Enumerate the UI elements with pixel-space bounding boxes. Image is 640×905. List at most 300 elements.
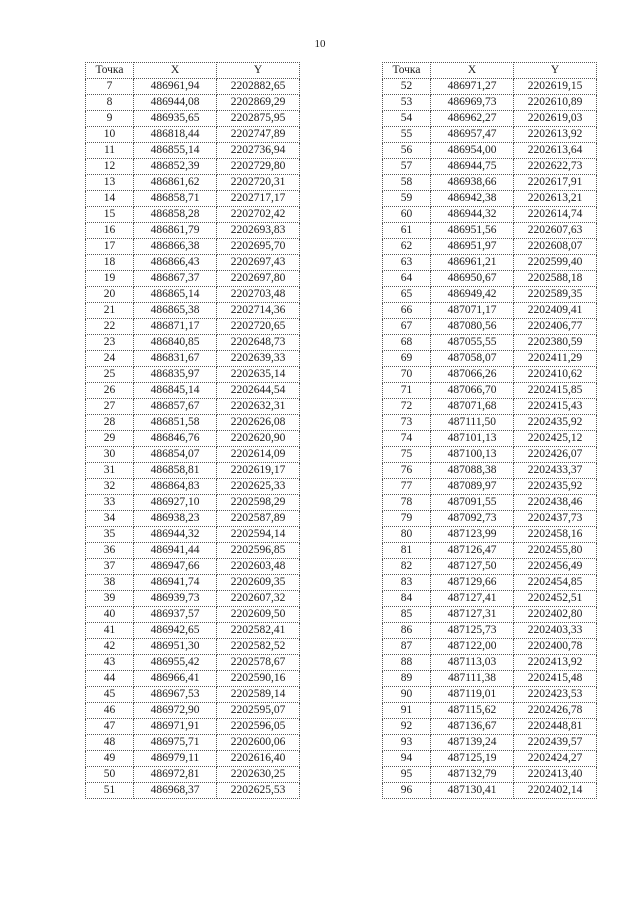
point-number-cell: 84 [383,591,431,607]
table-row [383,335,597,351]
table-row [383,223,597,239]
table-row [86,687,300,703]
table-row [86,767,300,783]
table-row [86,111,300,127]
point-number-cell: 78 [383,495,431,511]
point-number-cell: 8 [86,95,134,111]
point-number-cell: 54 [383,111,431,127]
y-coordinate-cell: 2202456,49 [514,559,597,575]
point-number-cell: 46 [86,703,134,719]
x-coordinate-cell: 487127,41 [431,591,514,607]
x-coordinate-cell: 487058,07 [431,351,514,367]
point-number-cell: 42 [86,639,134,655]
point-number-cell: 77 [383,479,431,495]
point-number-cell: 61 [383,223,431,239]
y-coordinate-cell: 2202720,31 [217,175,300,191]
point-number-cell: 32 [86,479,134,495]
point-number-cell: 51 [86,783,134,799]
point-number-cell: 49 [86,751,134,767]
y-coordinate-cell: 2202875,95 [217,111,300,127]
y-coordinate-cell: 2202423,53 [514,687,597,703]
y-coordinate-cell: 2202411,29 [514,351,597,367]
y-coordinate-cell: 2202717,17 [217,191,300,207]
header-x: X [134,63,217,79]
table-row [383,287,597,303]
table-row [383,527,597,543]
y-coordinate-cell: 2202613,92 [514,127,597,143]
x-coordinate-cell: 487126,47 [431,543,514,559]
table-row [86,207,300,223]
x-coordinate-cell: 487115,62 [431,703,514,719]
y-coordinate-cell: 2202424,27 [514,751,597,767]
y-coordinate-cell: 2202595,07 [217,703,300,719]
x-coordinate-cell: 487132,79 [431,767,514,783]
table-row [383,351,597,367]
table-row [383,175,597,191]
x-coordinate-cell: 487127,31 [431,607,514,623]
x-coordinate-cell: 486939,73 [134,591,217,607]
x-coordinate-cell: 486866,43 [134,255,217,271]
x-coordinate-cell: 487125,73 [431,623,514,639]
table-row [383,607,597,623]
table-row [383,623,597,639]
point-number-cell: 63 [383,255,431,271]
table-row [86,303,300,319]
table-row [86,367,300,383]
table-row [383,271,597,287]
table-row [383,239,597,255]
point-number-cell: 53 [383,95,431,111]
point-number-cell: 39 [86,591,134,607]
y-coordinate-cell: 2202620,90 [217,431,300,447]
y-coordinate-cell: 2202697,43 [217,255,300,271]
point-number-cell: 11 [86,143,134,159]
x-coordinate-cell: 487139,24 [431,735,514,751]
x-coordinate-cell: 486951,30 [134,639,217,655]
x-coordinate-cell: 487113,03 [431,655,514,671]
x-coordinate-cell: 486938,66 [431,175,514,191]
y-coordinate-cell: 2202587,89 [217,511,300,527]
y-coordinate-cell: 2202626,08 [217,415,300,431]
table-row [86,495,300,511]
y-coordinate-cell: 2202609,35 [217,575,300,591]
x-coordinate-cell: 486950,67 [431,271,514,287]
point-number-cell: 35 [86,527,134,543]
y-coordinate-cell: 2202648,73 [217,335,300,351]
y-coordinate-cell: 2202400,78 [514,639,597,655]
x-coordinate-cell: 486969,73 [431,95,514,111]
y-coordinate-cell: 2202600,06 [217,735,300,751]
table-row [86,543,300,559]
y-coordinate-cell: 2202439,57 [514,735,597,751]
x-coordinate-cell: 487130,41 [431,783,514,799]
x-coordinate-cell: 486835,97 [134,367,217,383]
table-row [383,95,597,111]
x-coordinate-cell: 487066,70 [431,383,514,399]
table-row [383,143,597,159]
table-row [383,687,597,703]
point-number-cell: 48 [86,735,134,751]
x-coordinate-cell: 487055,55 [431,335,514,351]
header-point: Точка [383,63,431,79]
point-number-cell: 15 [86,207,134,223]
point-number-cell: 34 [86,511,134,527]
y-coordinate-cell: 2202608,07 [514,239,597,255]
y-coordinate-cell: 2202610,89 [514,95,597,111]
table-row [383,319,597,335]
x-coordinate-cell: 487123,99 [431,527,514,543]
x-coordinate-cell: 487127,50 [431,559,514,575]
point-number-cell: 79 [383,511,431,527]
x-coordinate-cell: 487071,17 [431,303,514,319]
y-coordinate-cell: 2202639,33 [217,351,300,367]
table-row [86,607,300,623]
point-number-cell: 57 [383,159,431,175]
y-coordinate-cell: 2202598,29 [217,495,300,511]
x-coordinate-cell: 486944,32 [134,527,217,543]
y-coordinate-cell: 2202458,16 [514,527,597,543]
point-number-cell: 69 [383,351,431,367]
y-coordinate-cell: 2202607,63 [514,223,597,239]
y-coordinate-cell: 2202589,14 [217,687,300,703]
table-row [383,719,597,735]
point-number-cell: 94 [383,751,431,767]
x-coordinate-cell: 486954,00 [431,143,514,159]
y-coordinate-cell: 2202578,67 [217,655,300,671]
point-number-cell: 52 [383,79,431,95]
y-coordinate-cell: 2202614,74 [514,207,597,223]
x-coordinate-cell: 486944,75 [431,159,514,175]
point-number-cell: 87 [383,639,431,655]
point-number-cell: 12 [86,159,134,175]
x-coordinate-cell: 486818,44 [134,127,217,143]
table-row [383,159,597,175]
table-row [86,239,300,255]
x-coordinate-cell: 486861,79 [134,223,217,239]
point-number-cell: 31 [86,463,134,479]
point-number-cell: 13 [86,175,134,191]
y-coordinate-cell: 2202380,59 [514,335,597,351]
x-coordinate-cell: 487071,68 [431,399,514,415]
table-row [86,559,300,575]
y-coordinate-cell: 2202425,12 [514,431,597,447]
y-coordinate-cell: 2202596,85 [217,543,300,559]
table-row [383,79,597,95]
x-coordinate-cell: 486942,38 [431,191,514,207]
point-number-cell: 20 [86,287,134,303]
y-coordinate-cell: 2202644,54 [217,383,300,399]
x-coordinate-cell: 486840,85 [134,335,217,351]
table-row [383,767,597,783]
x-coordinate-cell: 486857,67 [134,399,217,415]
x-coordinate-cell: 486867,37 [134,271,217,287]
x-coordinate-cell: 486951,56 [431,223,514,239]
table-row [86,591,300,607]
x-coordinate-cell: 486865,38 [134,303,217,319]
y-coordinate-cell: 2202438,46 [514,495,597,511]
x-coordinate-cell: 487092,73 [431,511,514,527]
y-coordinate-cell: 2202596,05 [217,719,300,735]
y-coordinate-cell: 2202614,09 [217,447,300,463]
table-row [86,431,300,447]
x-coordinate-cell: 486937,57 [134,607,217,623]
table-row [383,495,597,511]
point-number-cell: 28 [86,415,134,431]
point-number-cell: 86 [383,623,431,639]
point-number-cell: 14 [86,191,134,207]
x-coordinate-cell: 486942,65 [134,623,217,639]
x-coordinate-cell: 486971,27 [431,79,514,95]
point-number-cell: 70 [383,367,431,383]
y-coordinate-cell: 2202603,48 [217,559,300,575]
point-number-cell: 30 [86,447,134,463]
y-coordinate-cell: 2202703,48 [217,287,300,303]
y-coordinate-cell: 2202435,92 [514,415,597,431]
y-coordinate-cell: 2202415,48 [514,671,597,687]
point-number-cell: 29 [86,431,134,447]
x-coordinate-cell: 486938,23 [134,511,217,527]
table-row [383,591,597,607]
header-point: Точка [86,63,134,79]
y-coordinate-cell: 2202415,85 [514,383,597,399]
x-coordinate-cell: 486846,76 [134,431,217,447]
y-coordinate-cell: 2202609,50 [217,607,300,623]
x-coordinate-cell: 486944,32 [431,207,514,223]
x-coordinate-cell: 486864,83 [134,479,217,495]
table-row [86,671,300,687]
table-row [86,159,300,175]
y-coordinate-cell: 2202617,91 [514,175,597,191]
table-row [383,575,597,591]
x-coordinate-cell: 486971,91 [134,719,217,735]
table-row [383,367,597,383]
y-coordinate-cell: 2202632,31 [217,399,300,415]
x-coordinate-cell: 486941,74 [134,575,217,591]
y-coordinate-cell: 2202635,14 [217,367,300,383]
x-coordinate-cell: 486968,37 [134,783,217,799]
page-number: 10 [314,38,326,50]
table-row [86,351,300,367]
table-row [383,479,597,495]
point-number-cell: 44 [86,671,134,687]
y-coordinate-cell: 2202747,89 [217,127,300,143]
table-row [383,207,597,223]
table-row [86,79,300,95]
header-y: Y [217,63,300,79]
y-coordinate-cell: 2202599,40 [514,255,597,271]
point-number-cell: 89 [383,671,431,687]
x-coordinate-cell: 487111,50 [431,415,514,431]
point-number-cell: 71 [383,383,431,399]
point-number-cell: 92 [383,719,431,735]
point-number-cell: 60 [383,207,431,223]
y-coordinate-cell: 2202406,77 [514,319,597,335]
y-coordinate-cell: 2202736,94 [217,143,300,159]
table-row [86,127,300,143]
point-number-cell: 73 [383,415,431,431]
y-coordinate-cell: 2202437,73 [514,511,597,527]
point-number-cell: 16 [86,223,134,239]
x-coordinate-cell: 487136,67 [431,719,514,735]
table-row [86,191,300,207]
x-coordinate-cell: 486831,67 [134,351,217,367]
table-row [86,447,300,463]
x-coordinate-cell: 487066,26 [431,367,514,383]
y-coordinate-cell: 2202455,80 [514,543,597,559]
y-coordinate-cell: 2202882,65 [217,79,300,95]
x-coordinate-cell: 486855,14 [134,143,217,159]
y-coordinate-cell: 2202619,15 [514,79,597,95]
x-coordinate-cell: 486927,10 [134,495,217,511]
table-row [383,399,597,415]
table-row [383,255,597,271]
y-coordinate-cell: 2202729,80 [217,159,300,175]
x-coordinate-cell: 486972,81 [134,767,217,783]
y-coordinate-cell: 2202452,51 [514,591,597,607]
y-coordinate-cell: 2202714,36 [217,303,300,319]
y-coordinate-cell: 2202613,64 [514,143,597,159]
table-row [86,415,300,431]
point-number-cell: 83 [383,575,431,591]
y-coordinate-cell: 2202625,33 [217,479,300,495]
table-row [86,175,300,191]
table-row [383,383,597,399]
table-row [383,127,597,143]
x-coordinate-cell: 487080,56 [431,319,514,335]
table-row [86,575,300,591]
y-coordinate-cell: 2202435,92 [514,479,597,495]
point-number-cell: 43 [86,655,134,671]
point-number-cell: 95 [383,767,431,783]
x-coordinate-cell: 486975,71 [134,735,217,751]
y-coordinate-cell: 2202619,03 [514,111,597,127]
point-number-cell: 18 [86,255,134,271]
y-coordinate-cell: 2202402,80 [514,607,597,623]
y-coordinate-cell: 2202607,32 [217,591,300,607]
point-number-cell: 47 [86,719,134,735]
point-number-cell: 74 [383,431,431,447]
x-coordinate-cell: 486961,94 [134,79,217,95]
table-row [86,143,300,159]
y-coordinate-cell: 2202413,92 [514,655,597,671]
table-row [383,415,597,431]
x-coordinate-cell: 487119,01 [431,687,514,703]
point-number-cell: 21 [86,303,134,319]
y-coordinate-cell: 2202426,07 [514,447,597,463]
table-row [86,95,300,111]
point-number-cell: 50 [86,767,134,783]
point-number-cell: 24 [86,351,134,367]
y-coordinate-cell: 2202619,17 [217,463,300,479]
point-number-cell: 56 [383,143,431,159]
table-row [86,479,300,495]
point-number-cell: 59 [383,191,431,207]
table-row [86,719,300,735]
table-row [86,735,300,751]
y-coordinate-cell: 2202594,14 [217,527,300,543]
x-coordinate-cell: 487111,38 [431,671,514,687]
point-number-cell: 80 [383,527,431,543]
x-coordinate-cell: 486951,97 [431,239,514,255]
x-coordinate-cell: 486858,28 [134,207,217,223]
point-number-cell: 64 [383,271,431,287]
table-row [86,255,300,271]
point-number-cell: 55 [383,127,431,143]
table-row [383,543,597,559]
point-number-cell: 68 [383,335,431,351]
table-row [383,431,597,447]
point-number-cell: 75 [383,447,431,463]
y-coordinate-cell: 2202426,78 [514,703,597,719]
y-coordinate-cell: 2202589,35 [514,287,597,303]
y-coordinate-cell: 2202693,83 [217,223,300,239]
point-number-cell: 7 [86,79,134,95]
y-coordinate-cell: 2202702,42 [217,207,300,223]
point-number-cell: 91 [383,703,431,719]
x-coordinate-cell: 487101,13 [431,431,514,447]
point-number-cell: 33 [86,495,134,511]
y-coordinate-cell: 2202454,85 [514,575,597,591]
x-coordinate-cell: 486957,47 [431,127,514,143]
table-row [383,671,597,687]
point-number-cell: 27 [86,399,134,415]
table-row [383,655,597,671]
x-coordinate-cell: 487091,55 [431,495,514,511]
table-row [383,751,597,767]
point-number-cell: 81 [383,543,431,559]
y-coordinate-cell: 2202630,25 [217,767,300,783]
x-coordinate-cell: 486941,44 [134,543,217,559]
x-coordinate-cell: 486967,53 [134,687,217,703]
table-row [86,335,300,351]
table-row [383,463,597,479]
table-row [383,783,597,799]
y-coordinate-cell: 2202410,62 [514,367,597,383]
point-number-cell: 10 [86,127,134,143]
table-row [383,303,597,319]
point-number-cell: 88 [383,655,431,671]
point-number-cell: 38 [86,575,134,591]
table-row [86,527,300,543]
x-coordinate-cell: 486865,14 [134,287,217,303]
coordinates-table-right [382,62,597,799]
y-coordinate-cell: 2202409,41 [514,303,597,319]
x-coordinate-cell: 486955,42 [134,655,217,671]
x-coordinate-cell: 486852,39 [134,159,217,175]
table-row [383,511,597,527]
x-coordinate-cell: 486966,41 [134,671,217,687]
x-coordinate-cell: 486851,58 [134,415,217,431]
x-coordinate-cell: 486979,11 [134,751,217,767]
table-row [86,623,300,639]
point-number-cell: 19 [86,271,134,287]
x-coordinate-cell: 486944,08 [134,95,217,111]
y-coordinate-cell: 2202415,43 [514,399,597,415]
x-coordinate-cell: 487125,19 [431,751,514,767]
table-row [383,639,597,655]
x-coordinate-cell: 487129,66 [431,575,514,591]
table-header-row [383,63,597,79]
x-coordinate-cell: 486949,42 [431,287,514,303]
table-row [86,319,300,335]
y-coordinate-cell: 2202695,70 [217,239,300,255]
table-row [86,383,300,399]
table-row [86,271,300,287]
x-coordinate-cell: 487089,97 [431,479,514,495]
x-coordinate-cell: 486858,81 [134,463,217,479]
header-x: X [431,63,514,79]
table-row [383,735,597,751]
